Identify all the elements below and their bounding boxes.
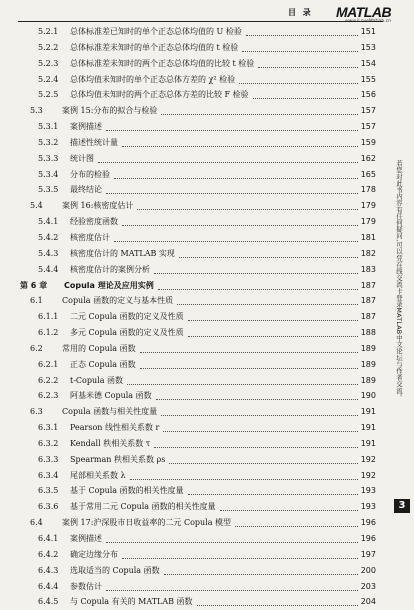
toc-entry[interactable] [18,167,380,183]
dot-leader [188,335,358,337]
toc-entry[interactable] [18,293,380,309]
toc-entry-number: 6.3.4 [38,470,59,480]
toc-entry-page: 155 [360,74,376,84]
dot-leader [164,573,358,575]
toc-entry[interactable] [18,40,380,56]
toc-entry-title: 二元 Copula 函数的定义及性质 [70,312,184,322]
toc-entry-page: 151 [360,27,376,36]
toc-entry-page: 154 [360,58,376,68]
toc-entry[interactable] [18,214,380,230]
toc-entry-page: 156 [360,90,376,100]
toc-entry-number: 第 6 章 [20,280,48,290]
toc-entry-page: 187 [360,312,376,322]
toc-entry-page: 188 [360,328,376,338]
toc-entry-page: 190 [360,391,376,401]
toc-entry-page: 179 [360,201,376,211]
dot-leader [106,589,358,591]
toc-entry-number: 5.2.3 [38,58,59,68]
dot-leader [156,398,358,400]
dot-leader [258,66,358,68]
dot-leader [188,319,358,321]
toc-entry[interactable] [18,373,380,389]
dot-leader [122,557,358,559]
toc-entry-title: t-Copula 函数 [70,375,123,385]
toc-entry-title: 确定边缘分布 [70,549,118,559]
toc-entry-title: Pearson 线性相关系数 r [70,423,160,433]
toc-entry-page: 197 [360,549,376,559]
toc-entry-title: 多元 Copula 函数的定义及性质 [70,328,184,338]
toc-entry-title: 核密度估计的案例分析 [70,264,150,274]
sidebar-text: 若您对此书内容有任何疑问,可以凭在线交流卡登录MATLAB中文论坛与作者交流。 [395,160,403,401]
toc-entry-title: 经验密度函数 [70,217,118,227]
toc-entry-title: 与 Copula 有关的 MATLAB 函数 [70,597,193,607]
toc-entry-title: 案例 15:分布的拟合与检验 [62,106,158,116]
toc-entry-number: 5.2.2 [38,42,59,52]
toc-entry-number: 5.4.4 [38,264,59,274]
toc-entry-page: 196 [360,534,376,543]
toc-entry-title: Kendall 秩相关系数 τ [70,438,151,448]
toc-entry[interactable] [18,103,380,119]
toc-entry[interactable] [18,119,380,135]
toc-entry-page: 204 [360,597,376,607]
dot-leader [130,478,358,480]
dot-leader [137,208,358,210]
toc-entry-page: 189 [360,359,376,369]
dot-leader [177,303,358,305]
section-title: 目 录 [288,8,313,17]
toc-entry-number: 5.3.3 [38,153,59,163]
toc-entry[interactable] [18,594,380,610]
toc-entry-page: 196 [360,518,376,528]
toc-entry-page: 159 [360,137,376,147]
dot-leader [140,351,358,353]
toc-entry-page: 203 [360,581,376,591]
dot-leader [253,97,358,99]
dot-leader [122,224,358,226]
toc-entry-number: 6.4.5 [38,597,59,607]
dot-leader [106,541,358,543]
toc-entry-number: 5.3.2 [38,137,59,147]
toc-entry-title: Spearman 秩相关系数 ρs [70,454,166,464]
toc-entry[interactable] [18,420,380,436]
toc-entry-page: 157 [360,122,376,132]
toc-entry-number: 6.3.5 [38,486,59,496]
toc-entry-page: 179 [360,217,376,227]
toc-entry[interactable] [18,563,380,579]
toc-entry-title: 案例 16:核密度估计 [62,201,134,211]
toc-entry-title: 尾部相关系数 λ [70,470,126,480]
dot-leader [106,192,358,194]
toc-entry-page: 187 [360,296,376,306]
dot-leader [114,177,358,179]
toc-entry-title: 常用的 Copula 函数 [62,343,136,353]
toc-entry-number: 6.2.1 [38,359,59,369]
toc-entry-title: 核密度估计的 MATLAB 实现 [70,248,175,258]
dot-leader [163,430,358,432]
toc-entry[interactable] [18,278,380,294]
toc-entry-number: 6.2.2 [38,375,59,385]
toc-entry-number: 5.3.1 [38,122,59,132]
toc-entry-title: 案例 17:沪深股市日收益率的二元 Copula 模型 [62,518,232,528]
toc-entry[interactable] [18,357,380,373]
toc-entry[interactable] [18,388,380,404]
toc-entry-title: 核密度估计 [70,232,110,242]
toc-entry-page: 187 [360,280,376,290]
toc-entry-number: 6.4.4 [38,581,59,591]
toc-entry[interactable] [18,262,380,278]
toc-entry[interactable] [18,452,380,468]
toc-entry-number: 5.3.4 [38,169,59,179]
toc-entry[interactable] [18,24,380,40]
toc-entry[interactable] [18,198,380,214]
toc-entry-number: 6.3.3 [38,454,59,464]
toc-entry-number: 5.2.5 [38,90,59,100]
dot-leader [122,145,358,147]
toc-entry-page: 181 [360,232,376,242]
toc-entry-page: 193 [360,486,376,496]
toc-entry[interactable] [18,72,380,88]
toc-entry-title: 总体标准差未知时的两个正态总体均值的比较 t 检验 [70,58,255,68]
dot-leader [161,414,358,416]
toc-entry-title: 总体均值未知时的两个正态总体方差的比较 F 检验 [70,90,249,100]
toc-entry[interactable] [18,579,380,595]
toc-entry-page: 153 [360,42,376,52]
toc-entry[interactable] [18,483,380,499]
toc-entry-page: 178 [360,185,376,195]
toc-entry-page: 189 [360,375,376,385]
toc-entry-title: 总体标准差已知时的单个正态总体均值的 U 检验 [70,27,242,36]
toc-entry-title: 分布的检验 [70,169,110,179]
toc-entry-title: Copula 函数的定义与基本性质 [62,296,174,306]
toc-entry-page: 191 [360,407,376,417]
toc-entry-number: 6.3 [30,407,43,417]
toc-entry[interactable] [18,325,380,341]
dot-leader [127,383,358,385]
toc-entry-page: 192 [360,470,376,480]
toc-entry[interactable] [18,56,380,72]
toc-entry-page: 200 [360,565,376,575]
chapter-tab-badge: 3 [394,499,410,513]
toc-entry-title: 基于常用二元 Copula 函数的相关性度量 [70,502,216,512]
toc-entry-number: 6.1.1 [38,312,59,322]
toc-entry[interactable] [18,230,380,246]
dot-leader [114,240,358,242]
toc-entry[interactable] [18,531,380,547]
dot-leader [140,367,358,369]
toc-entry[interactable] [18,341,380,357]
toc-entry-number: 6.3.1 [38,423,59,433]
toc-entry[interactable] [18,515,380,531]
toc-entry-title: 案例描述 [70,122,102,132]
toc-entry-title: 参数估计 [70,581,102,591]
dot-leader [161,113,358,115]
toc-entry[interactable] [18,182,380,198]
dot-leader [154,446,358,448]
toc-entry-number: 5.2.4 [38,74,59,84]
toc-entry-title: 最终结论 [70,185,102,195]
toc-entry-number: 5.2.1 [38,27,59,36]
toc-entry[interactable] [18,547,380,563]
toc-entry-title: 阿基米德 Copula 函数 [70,391,152,401]
toc-entry-title: 案例描述 [70,534,102,543]
toc-entry-title: 总体均值未知时的单个正态总体方差的 χ² 检验 [70,74,236,84]
dot-leader [158,288,358,290]
toc-entry-number: 5.4.2 [38,232,59,242]
dot-leader [197,604,358,606]
dot-leader [106,129,358,131]
toc-entry[interactable] [18,404,380,420]
toc-entry-page: 191 [360,423,376,433]
toc-entry[interactable] [18,87,380,103]
dot-leader [188,493,358,495]
toc-entry-number: 6.3.2 [38,438,59,448]
toc-entry-page: 182 [360,248,376,258]
toc-entry-number: 6.2 [30,343,43,353]
toc-entry-page: 191 [360,438,376,448]
toc-entry-number: 5.4.3 [38,248,59,258]
toc-entry[interactable] [18,499,380,515]
toc-entry-page: 183 [360,264,376,274]
dot-leader [98,161,358,163]
toc-entry-page: 157 [360,106,376,116]
toc-entry-title: 选取适当的 Copula 函数 [70,565,160,575]
logo-url: www.iLoveMatlab.cn [345,19,391,24]
toc-entry[interactable] [18,151,380,167]
toc-entry-number: 6.1 [30,296,43,306]
toc-entry-number: 5.4.1 [38,217,59,227]
toc-entry[interactable] [18,309,380,325]
sidebar-note [392,160,410,430]
toc-entry-number: 6.4.2 [38,549,59,559]
toc-entry-number: 6.2.3 [38,391,59,401]
dot-leader [242,50,358,52]
dot-leader [239,82,358,84]
toc-entry-page: 192 [360,454,376,464]
toc-entry-page: 193 [360,502,376,512]
page-header [0,4,414,22]
dot-leader [220,509,358,511]
toc-entry-title: 基于 Copula 函数的相关性度量 [70,486,184,496]
toc-entry-title: 描述性统计量 [70,137,118,147]
toc-entry-title: Copula 理论及应用实例 [64,280,154,290]
dot-leader [246,34,358,36]
toc-entry-page: 189 [360,343,376,353]
toc-entry-number: 5.4 [30,201,43,211]
toc-entry[interactable] [18,246,380,262]
toc-entry-title: 统计图 [70,153,94,163]
toc-entry-number: 6.3.6 [38,502,59,512]
dot-leader [179,256,358,258]
toc-entry-number: 6.4 [30,518,43,528]
toc-entry-title: Copula 函数与相关性度量 [62,407,158,417]
toc-entry[interactable] [18,436,380,452]
toc-entry-title: 正态 Copula 函数 [70,359,136,369]
dot-leader [154,272,358,274]
toc-entry-page: 165 [360,169,376,179]
toc-entry-number: 6.4.1 [38,534,59,543]
toc-entry[interactable] [18,468,380,484]
toc-entry-number: 5.3.5 [38,185,59,195]
matlab-logo: MATLAB [336,4,392,20]
toc-entry-page: 162 [360,153,376,163]
dot-leader [169,462,358,464]
toc-entry-title: 总体标准差未知时的单个正态总体均值的 t 检验 [70,42,239,52]
header-rule [18,21,383,22]
table-of-contents [18,24,380,610]
toc-entry-number: 6.4.3 [38,565,59,575]
dot-leader [235,525,358,527]
toc-entry-number: 5.3 [30,106,43,116]
toc-entry-number: 6.1.2 [38,328,59,338]
toc-entry[interactable] [18,135,380,151]
